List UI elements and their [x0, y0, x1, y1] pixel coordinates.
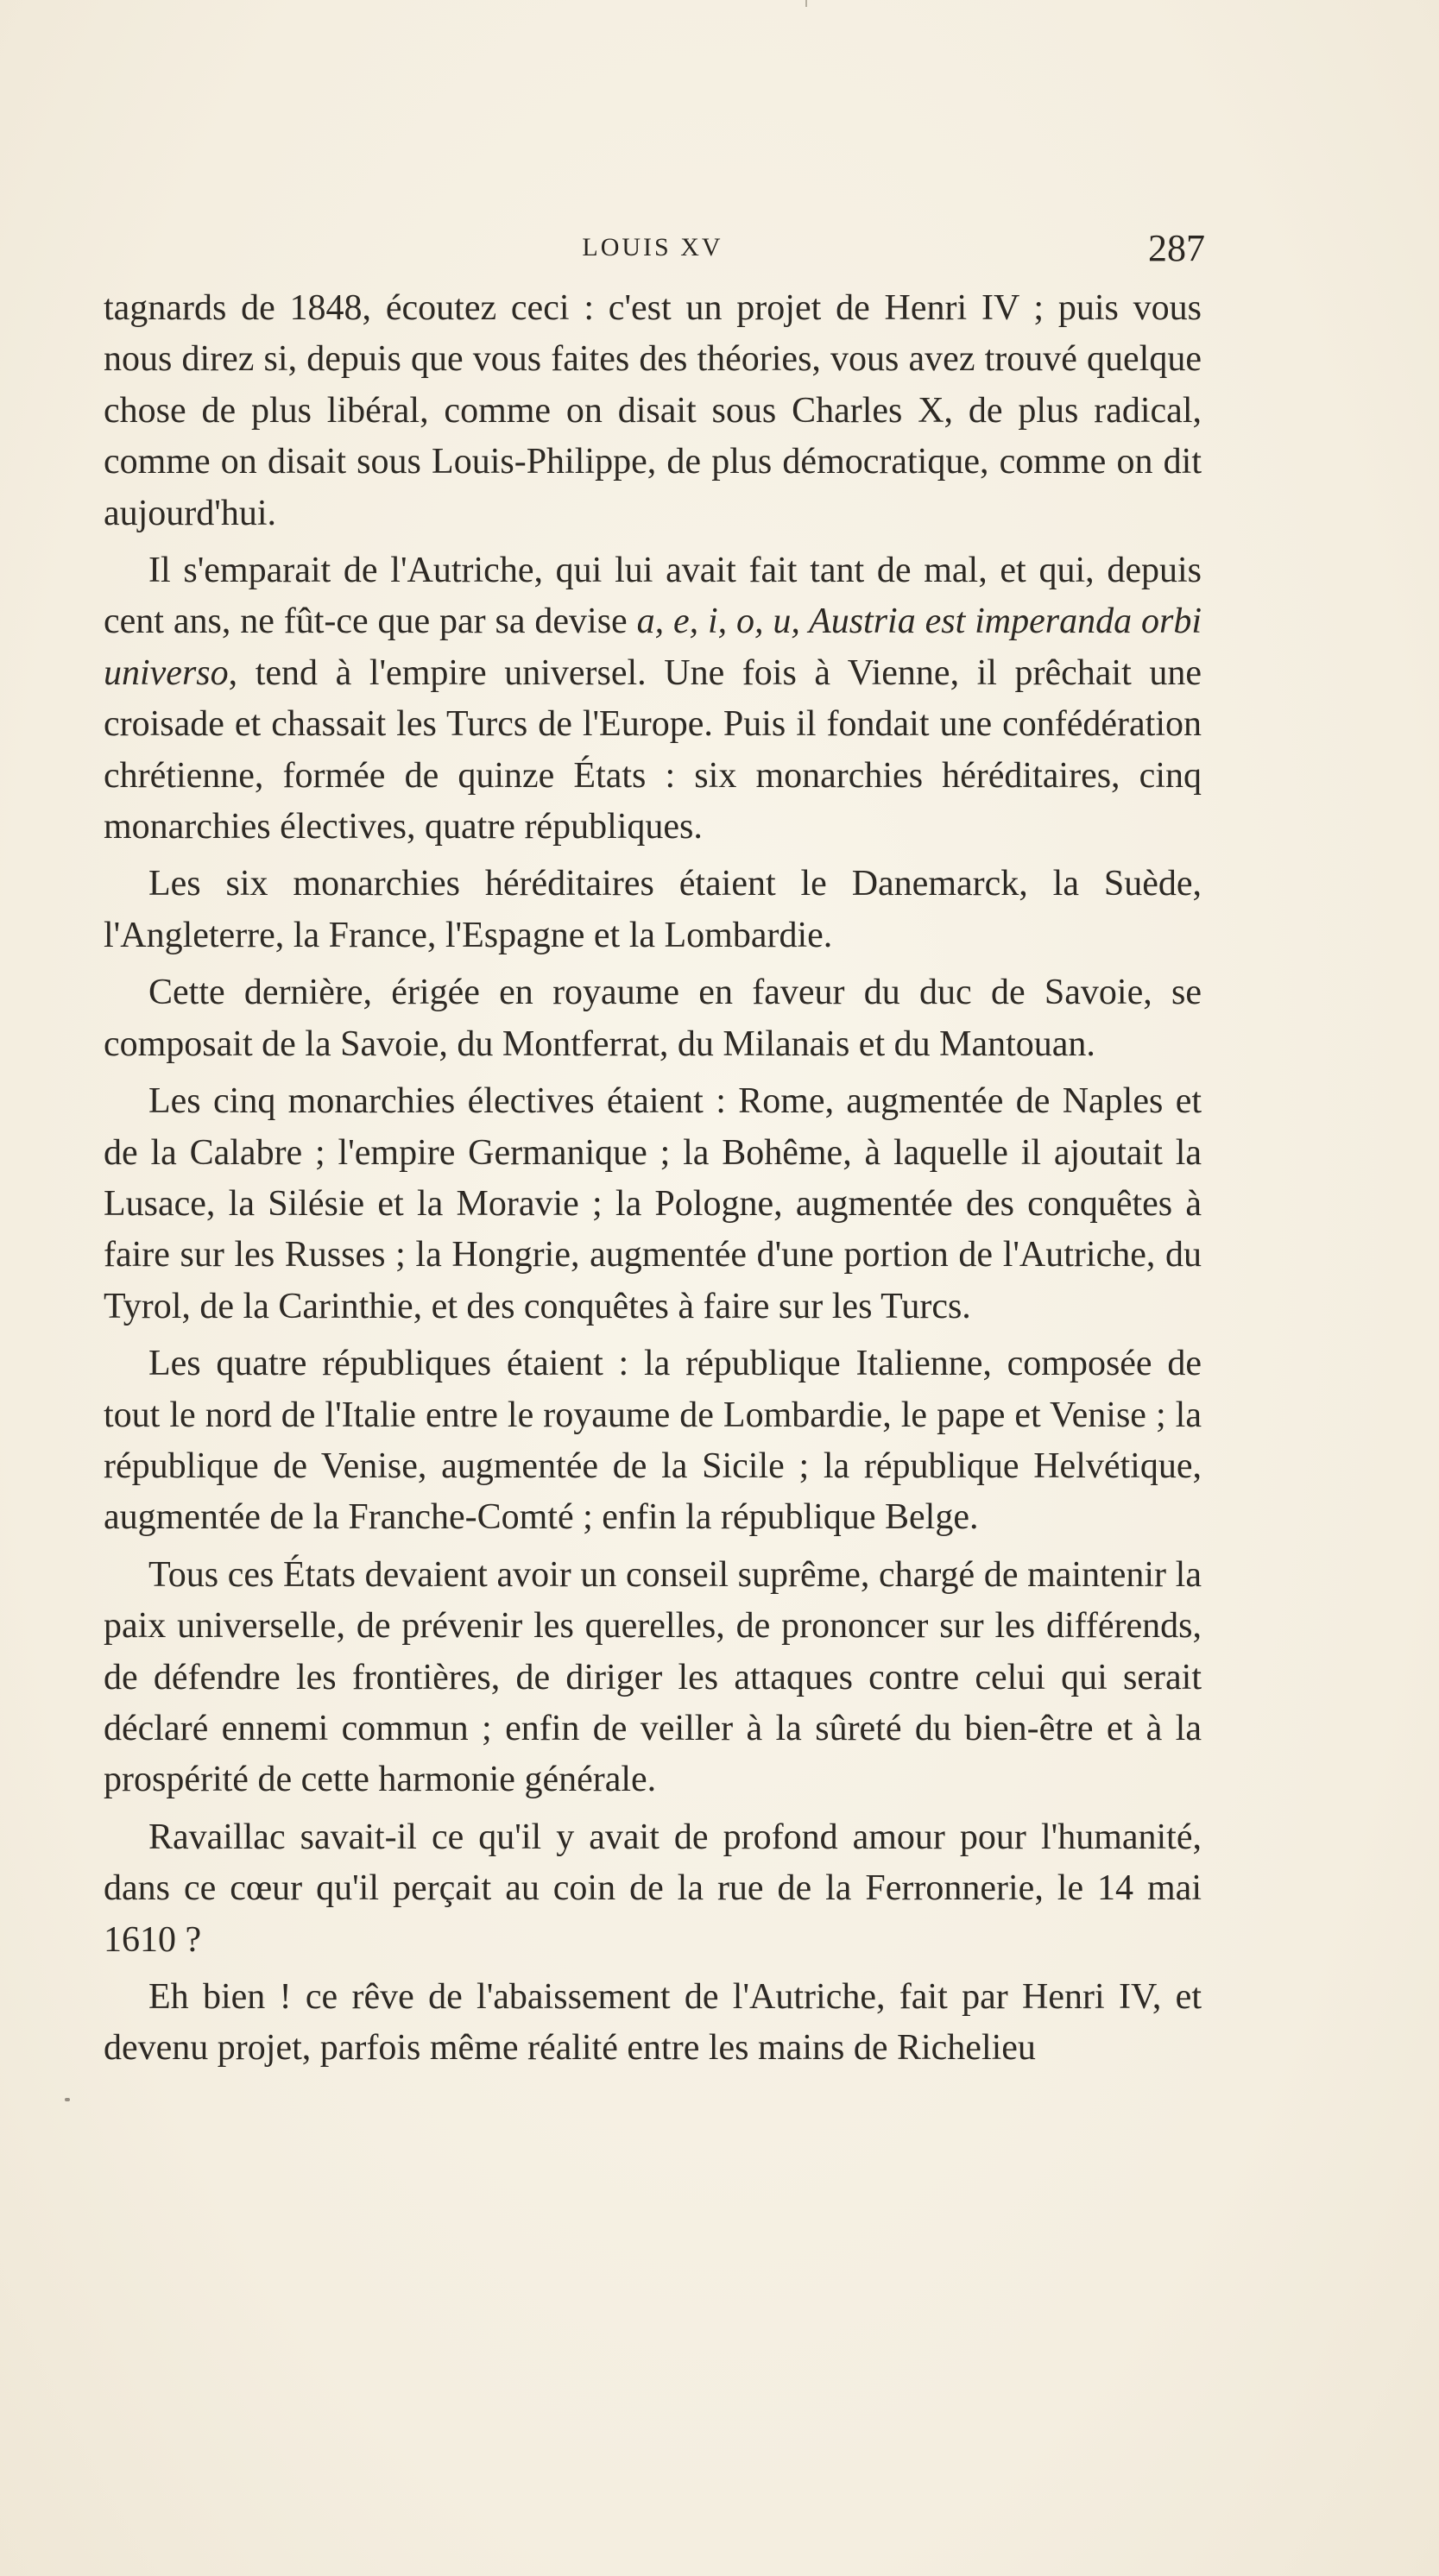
paragraph-9-text: Eh bien ! ce rêve de l'abaissement de l'Autriche, fait par Henri IV, et devenu projet, parfois même réalité entre les mains de Richelieu [104, 1977, 1202, 2069]
paragraph-4 [104, 967, 1202, 1070]
paragraph-5 [104, 1076, 1202, 1332]
latin-motto: a, e, i, o, u, Austria est imperanda orbi universo [104, 601, 1202, 693]
margin-ink-dot [65, 2098, 70, 2101]
page-number: 287 [1148, 227, 1205, 269]
paragraph-8 [104, 1812, 1202, 1966]
paragraph-7 [104, 1550, 1202, 1806]
paragraph-5-text: Les cinq monarchies électives étaient : Rome, augmentée de Naples et de la Calabre ; l'empire Germanique ; la Bohême, à laquelle il ajoutait la Lusace, la Silésie et la Moravie ; la Pologne, augmentée des conquêtes à faire sur les Russes ; la Hongrie, augmentée d'une portion de l'Autriche, du Tyrol, de la Carinthie, et des conquêtes à faire sur les Turcs. [104, 1081, 1202, 1326]
paragraph-3 [104, 859, 1202, 961]
paragraph-2-text-b: , tend à l'empire universel. Une fois à Vienne, il prêchait une croisade et chassait les Turcs de l'Europe. Puis il fondait une confédération chrétienne, formée de quinze États : six monarchies héréditaires, cinq monarchies électives, quatre républiques. [104, 652, 1202, 847]
paragraph-1-text: tagnards de 1848, écoutez ceci : c'est un projet de Henri IV ; puis vous nous direz si, depuis que vous faites des théories, vous avez trouvé quelque chose de plus libéral, comme on disait sous Charles X, de plus radical, comme on disait sous Louis-Philippe, de plus démocratique, comme on dit aujourd'hui. [104, 288, 1202, 533]
paragraph-3-text: Les six monarchies héréditaires étaient le Danemarck, la Suède, l'Angleterre, la France, l'Espagne et la Lombardie. [104, 864, 1202, 955]
paragraph-9 [104, 1972, 1202, 2075]
paragraph-4-text: Cette dernière, érigée en royaume en faveur du duc de Savoie, se composait de la Savoie, du Montferrat, du Milanais et du Mantouan. [104, 973, 1202, 1064]
paragraph-2-text-a: Il s'emparait de l'Autriche, qui lui avait fait tant de mal, et qui, depuis cent ans, ne fût-ce que par sa devise [104, 551, 1202, 642]
page-header [104, 226, 1205, 278]
paragraph-6 [104, 1338, 1202, 1544]
running-head: LOUIS XV [582, 233, 723, 261]
stray-ink-mark [805, 0, 807, 7]
paragraph-2 [104, 545, 1202, 853]
paragraph-1 [104, 283, 1202, 539]
paragraph-6-text: Les quatre républiques étaient : la république Italienne, composée de tout le nord de l'Italie entre le royaume de Lombardie, le pape et Venise ; la république de Venise, augmentée de la Sicile ; la république Helvétique, augmentée de la Franche-Comté ; enfin la république Belge. [104, 1344, 1202, 1538]
paragraph-7-text: Tous ces États devaient avoir un conseil suprême, chargé de maintenir la paix universelle, de prévenir les querelles, de prononcer sur les différends, de défendre les frontières, de diriger les attaques contre celui qui serait déclaré ennemi commun ; enfin de veiller à la sûreté du bien-être et à la prospérité de cette harmonie générale. [104, 1554, 1202, 1800]
body-text [104, 283, 1202, 2075]
paragraph-8-text: Ravaillac savait-il ce qu'il y avait de profond amour pour l'humanité, dans ce cœur qu'il perçait au coin de la rue de la Ferronnerie, le 14 mai 1610 ? [104, 1817, 1202, 1960]
